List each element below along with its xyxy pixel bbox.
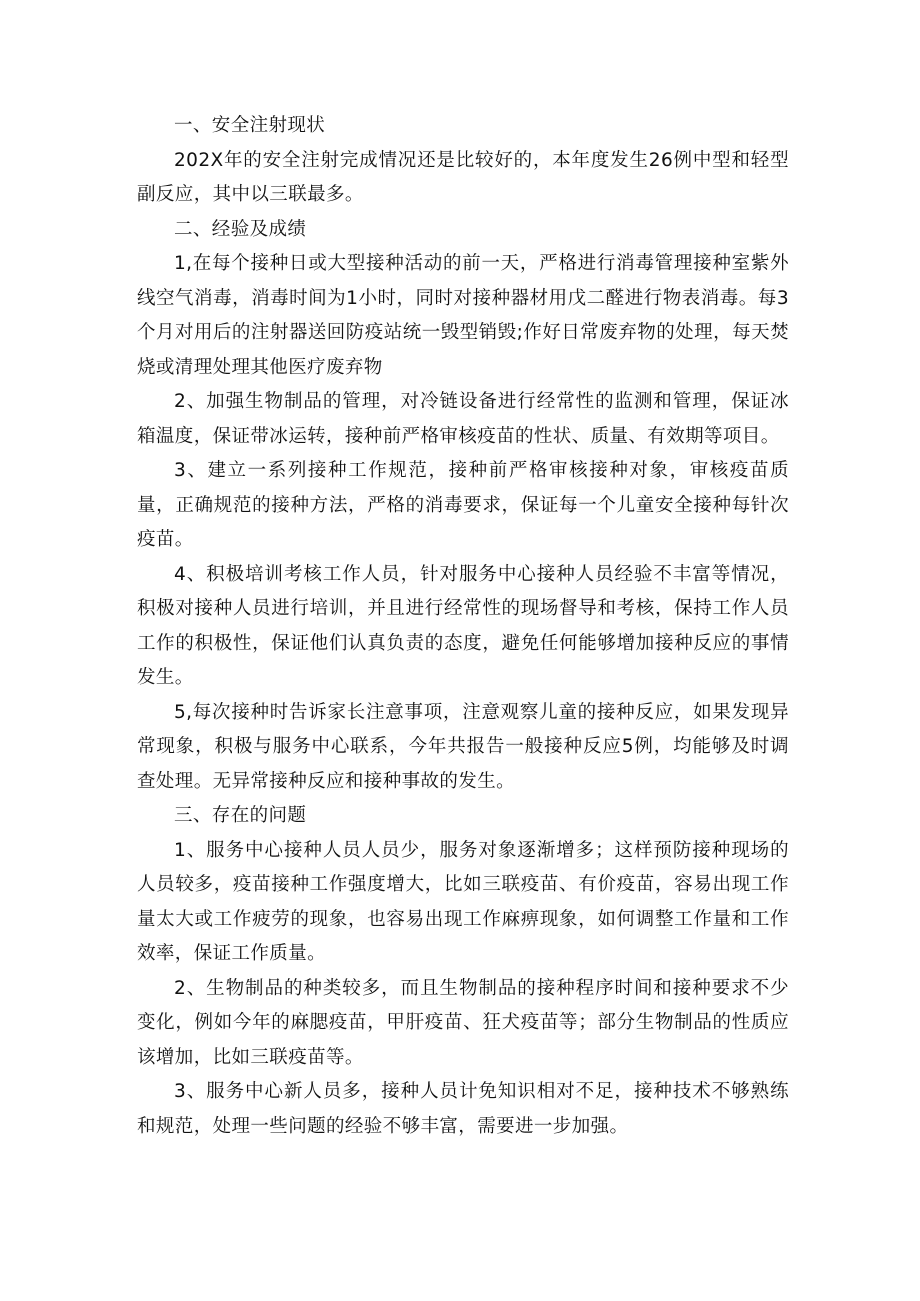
document-body bbox=[137, 109, 789, 1144]
paragraph-problem-3: 3、服务中心新人员多，接种人员计免知识相对不足，接种技术不够熟练和规范，处理一些问题的经验不够丰富，需要进一步加强。 bbox=[137, 1081, 789, 1137]
paragraph-problem-1: 1、服务中心接种人员人员少，服务对象逐渐增多；这样预防接种现场的人员较多，疫苗接种工作强度增大，比如三联疫苗、有价疫苗，容易出现工作量太大或工作疲劳的现象，也容易出现工作麻痹现象，如何调整工作量和工作效率，保证工作质量。 bbox=[137, 839, 789, 964]
section-heading-problems: 三、存在的问题 bbox=[174, 805, 307, 826]
paragraph-experience-5: 5,每次接种时告诉家长注意事项，注意观察儿童的接种反应，如果发现异常现象，积极与服务中心联系，今年共报告一般接种反应5例，均能够及时调查处理。无异常接种反应和接种事故的发生。 bbox=[137, 701, 789, 792]
paragraph-problem-2: 2、生物制品的种类较多，而且生物制品的接种程序时间和接种要求不少变化，例如今年的麻腮疫苗，甲肝疫苗、狂犬疫苗等；部分生物制品的性质应该增加，比如三联疫苗等。 bbox=[137, 977, 789, 1068]
section-heading-status: 一、安全注射现状 bbox=[174, 115, 326, 136]
paragraph-experience-1: 1,在每个接种日或大型接种活动的前一天，严格进行消毒管理接种室紫外线空气消毒，消毒时间为1小时，同时对接种器材用戊二醛进行物表消毒。每3个月对用后的注射器送回防疫站统一毁型销毁;作好日常废弃物的处理，每天焚烧或清理处理其他医疗废弃物 bbox=[137, 253, 789, 378]
paragraph-experience-4: 4、积极培训考核工作人员，针对服务中心接种人员经验不丰富等情况，积极对接种人员进行培训，并且进行经常性的现场督导和考核，保持工作人员工作的积极性，保证他们认真负责的态度，避免任何能够增加接种反应的事情发生。 bbox=[137, 563, 789, 688]
section-heading-experience: 二、经验及成绩 bbox=[174, 218, 307, 240]
paragraph-experience-3: 3、建立一系列接种工作规范，接种前严格审核接种对象，审核疫苗质量，正确规范的接种方法，严格的消毒要求，保证每一个儿童安全接种每针次疫苗。 bbox=[137, 460, 789, 550]
paragraph-experience-2: 2、加强生物制品的管理，对冷链设备进行经常性的监测和管理，保证冰箱温度，保证带冰运转，接种前严格审核疫苗的性状、质量、有效期等项目。 bbox=[137, 391, 789, 447]
paragraph-status-summary: 202X年的安全注射完成情况还是比较好的，本年度发生26例中型和轻型副反应，其中以三联最多。 bbox=[137, 149, 789, 205]
